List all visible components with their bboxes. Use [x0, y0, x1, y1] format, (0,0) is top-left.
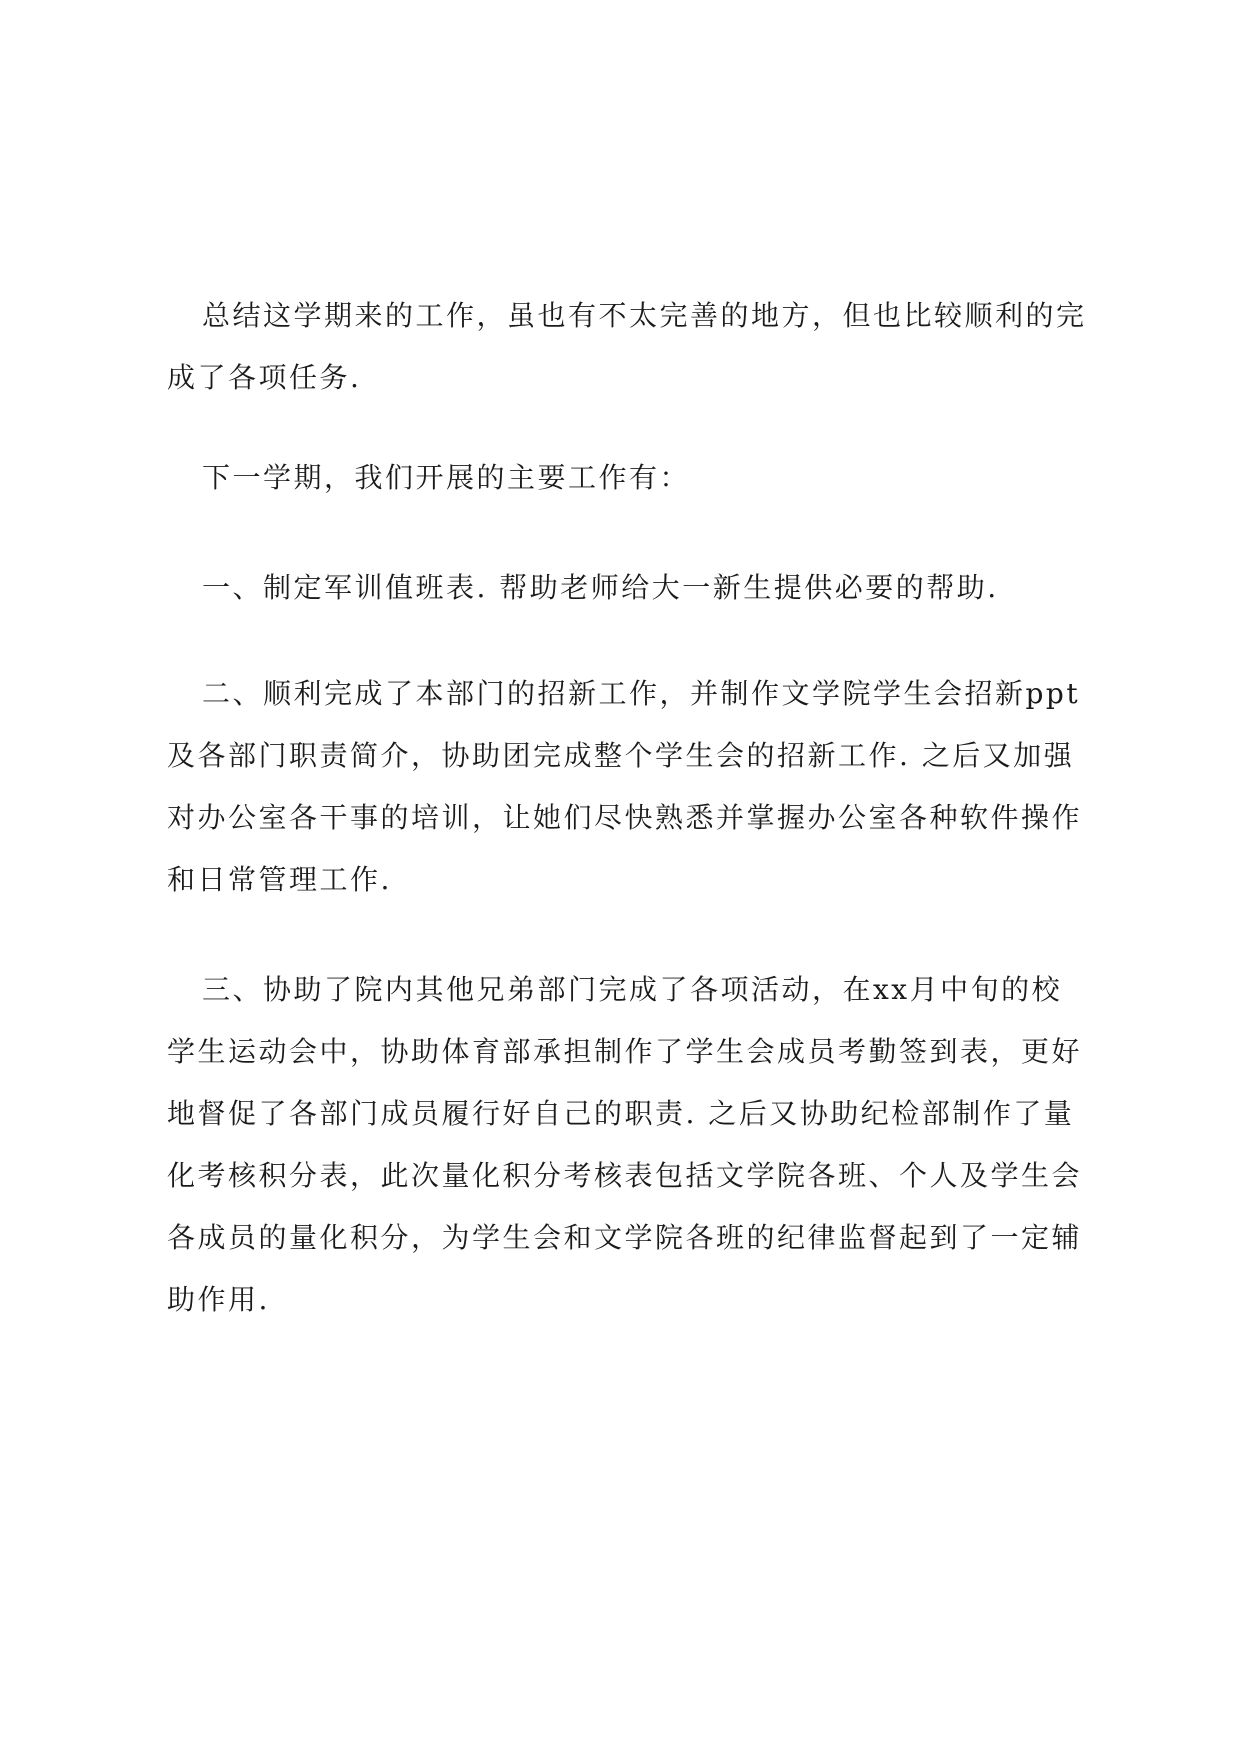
paragraph-next-term-intro: 下一学期，我们开展的主要工作有：: [202, 461, 691, 494]
paragraph-item-one: 一、制定军训值班表. 帮助老师给大一新生提供必要的帮助.: [202, 571, 999, 604]
paragraph-summary: 总结这学期来的工作，虽也有不太完善的地方，但也比较顺利的完成了各项任务.: [167, 299, 1087, 394]
document-body: [167, 285, 1090, 1331]
paragraph-item-three: 三、协助了院内其他兄弟部门完成了各项活动，在xx月中旬的校学生运动会中，协助体育部承担制作了学生会成员考勤签到表，更好地督促了各部门成员履行好自己的职责. 之后又协助纪检部制作了量化考核积分表，此次量化积分考核表包括文学院各班、个人及学生会各成员的量化积分，为学生会和文学院各班的纪律监督起到了一定辅助作用.: [167, 973, 1083, 1316]
paragraph-item-two: 二、顺利完成了本部门的招新工作，并制作文学院学生会招新ppt及各部门职责简介，协助团完成整个学生会的招新工作. 之后又加强对办公室各干事的培训，让她们尽快熟悉并掌握办公室各种软件操作和日常管理工作.: [167, 677, 1083, 896]
